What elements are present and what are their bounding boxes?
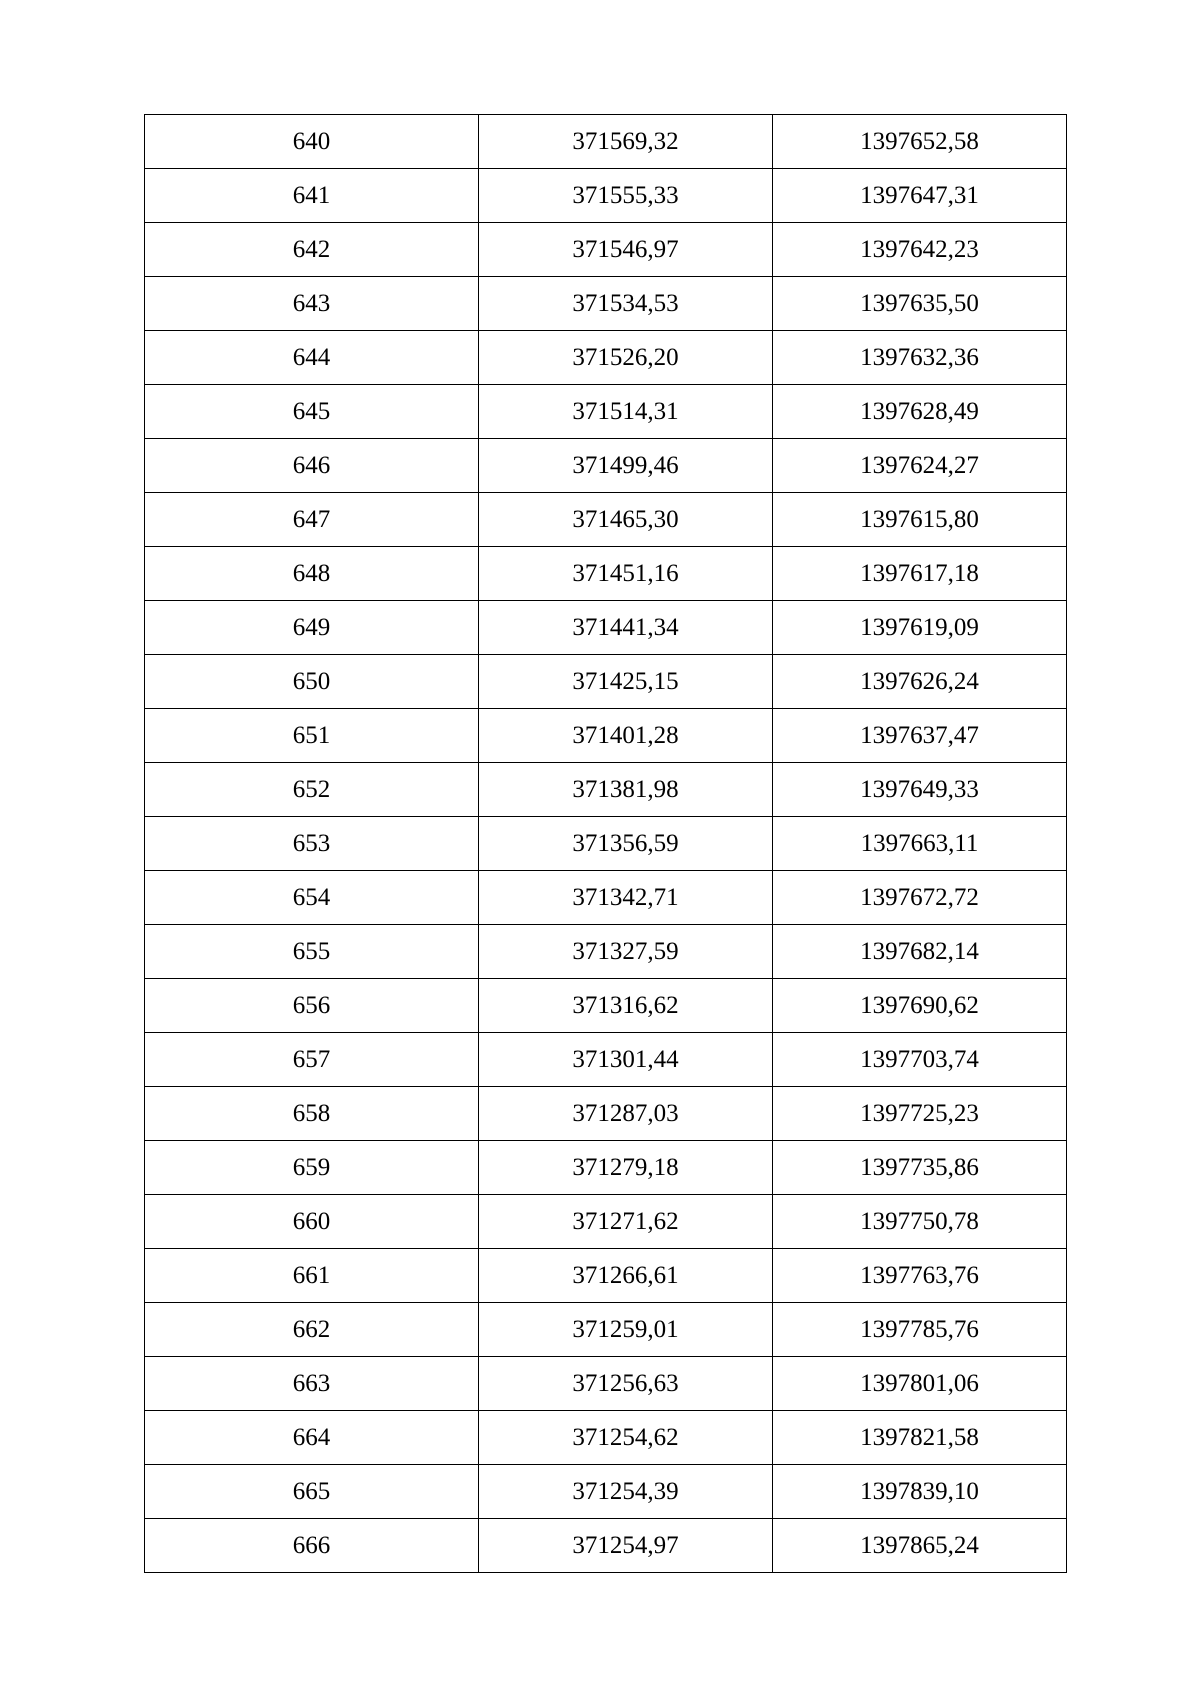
point-number-cell: 659 bbox=[145, 1141, 479, 1195]
y-coordinate-cell: 1397649,33 bbox=[773, 763, 1067, 817]
y-coordinate-cell: 1397624,27 bbox=[773, 439, 1067, 493]
x-coordinate-cell: 371441,34 bbox=[479, 601, 773, 655]
y-coordinate-cell: 1397635,50 bbox=[773, 277, 1067, 331]
y-coordinate-cell: 1397672,72 bbox=[773, 871, 1067, 925]
point-number-cell: 664 bbox=[145, 1411, 479, 1465]
point-number-cell: 650 bbox=[145, 655, 479, 709]
y-coordinate-cell: 1397663,11 bbox=[773, 817, 1067, 871]
table-row bbox=[145, 601, 1067, 655]
x-coordinate-cell: 371555,33 bbox=[479, 169, 773, 223]
x-coordinate-cell: 371514,31 bbox=[479, 385, 773, 439]
y-coordinate-cell: 1397839,10 bbox=[773, 1465, 1067, 1519]
y-coordinate-cell: 1397626,24 bbox=[773, 655, 1067, 709]
point-number-cell: 648 bbox=[145, 547, 479, 601]
table-row bbox=[145, 925, 1067, 979]
x-coordinate-cell: 371254,62 bbox=[479, 1411, 773, 1465]
x-coordinate-cell: 371356,59 bbox=[479, 817, 773, 871]
point-number-cell: 641 bbox=[145, 169, 479, 223]
x-coordinate-cell: 371271,62 bbox=[479, 1195, 773, 1249]
y-coordinate-cell: 1397725,23 bbox=[773, 1087, 1067, 1141]
x-coordinate-cell: 371401,28 bbox=[479, 709, 773, 763]
x-coordinate-cell: 371381,98 bbox=[479, 763, 773, 817]
table-row bbox=[145, 169, 1067, 223]
y-coordinate-cell: 1397703,74 bbox=[773, 1033, 1067, 1087]
y-coordinate-cell: 1397785,76 bbox=[773, 1303, 1067, 1357]
x-coordinate-cell: 371569,32 bbox=[479, 115, 773, 169]
x-coordinate-cell: 371259,01 bbox=[479, 1303, 773, 1357]
table-row bbox=[145, 1195, 1067, 1249]
point-number-cell: 645 bbox=[145, 385, 479, 439]
x-coordinate-cell: 371451,16 bbox=[479, 547, 773, 601]
point-number-cell: 640 bbox=[145, 115, 479, 169]
x-coordinate-cell: 371342,71 bbox=[479, 871, 773, 925]
x-coordinate-cell: 371327,59 bbox=[479, 925, 773, 979]
table-row bbox=[145, 223, 1067, 277]
x-coordinate-cell: 371254,97 bbox=[479, 1519, 773, 1573]
table-row bbox=[145, 763, 1067, 817]
point-number-cell: 656 bbox=[145, 979, 479, 1033]
table-row bbox=[145, 493, 1067, 547]
point-number-cell: 642 bbox=[145, 223, 479, 277]
table-row bbox=[145, 277, 1067, 331]
table-row bbox=[145, 1519, 1067, 1573]
table-row bbox=[145, 655, 1067, 709]
y-coordinate-cell: 1397617,18 bbox=[773, 547, 1067, 601]
point-number-cell: 654 bbox=[145, 871, 479, 925]
point-number-cell: 660 bbox=[145, 1195, 479, 1249]
y-coordinate-cell: 1397735,86 bbox=[773, 1141, 1067, 1195]
y-coordinate-cell: 1397615,80 bbox=[773, 493, 1067, 547]
y-coordinate-cell: 1397628,49 bbox=[773, 385, 1067, 439]
y-coordinate-cell: 1397647,31 bbox=[773, 169, 1067, 223]
table-row bbox=[145, 1411, 1067, 1465]
point-number-cell: 653 bbox=[145, 817, 479, 871]
x-coordinate-cell: 371465,30 bbox=[479, 493, 773, 547]
table-row bbox=[145, 385, 1067, 439]
point-number-cell: 646 bbox=[145, 439, 479, 493]
x-coordinate-cell: 371316,62 bbox=[479, 979, 773, 1033]
table-row bbox=[145, 331, 1067, 385]
y-coordinate-cell: 1397682,14 bbox=[773, 925, 1067, 979]
point-number-cell: 662 bbox=[145, 1303, 479, 1357]
point-number-cell: 665 bbox=[145, 1465, 479, 1519]
x-coordinate-cell: 371425,15 bbox=[479, 655, 773, 709]
table-row bbox=[145, 1303, 1067, 1357]
x-coordinate-cell: 371526,20 bbox=[479, 331, 773, 385]
table-row bbox=[145, 1465, 1067, 1519]
table-row bbox=[145, 1033, 1067, 1087]
y-coordinate-cell: 1397637,47 bbox=[773, 709, 1067, 763]
table-row bbox=[145, 439, 1067, 493]
y-coordinate-cell: 1397865,24 bbox=[773, 1519, 1067, 1573]
point-number-cell: 643 bbox=[145, 277, 479, 331]
x-coordinate-cell: 371266,61 bbox=[479, 1249, 773, 1303]
y-coordinate-cell: 1397763,76 bbox=[773, 1249, 1067, 1303]
x-coordinate-cell: 371256,63 bbox=[479, 1357, 773, 1411]
table-row bbox=[145, 979, 1067, 1033]
x-coordinate-cell: 371301,44 bbox=[479, 1033, 773, 1087]
point-number-cell: 644 bbox=[145, 331, 479, 385]
x-coordinate-cell: 371534,53 bbox=[479, 277, 773, 331]
y-coordinate-cell: 1397632,36 bbox=[773, 331, 1067, 385]
table-row bbox=[145, 1249, 1067, 1303]
table-row bbox=[145, 817, 1067, 871]
y-coordinate-cell: 1397750,78 bbox=[773, 1195, 1067, 1249]
x-coordinate-cell: 371546,97 bbox=[479, 223, 773, 277]
table-row bbox=[145, 1087, 1067, 1141]
x-coordinate-cell: 371287,03 bbox=[479, 1087, 773, 1141]
point-number-cell: 651 bbox=[145, 709, 479, 763]
point-number-cell: 666 bbox=[145, 1519, 479, 1573]
point-number-cell: 655 bbox=[145, 925, 479, 979]
point-number-cell: 652 bbox=[145, 763, 479, 817]
point-number-cell: 649 bbox=[145, 601, 479, 655]
coordinates-table bbox=[144, 114, 1067, 1573]
table-row bbox=[145, 871, 1067, 925]
point-number-cell: 661 bbox=[145, 1249, 479, 1303]
y-coordinate-cell: 1397652,58 bbox=[773, 115, 1067, 169]
y-coordinate-cell: 1397642,23 bbox=[773, 223, 1067, 277]
point-number-cell: 663 bbox=[145, 1357, 479, 1411]
table-row bbox=[145, 1141, 1067, 1195]
point-number-cell: 658 bbox=[145, 1087, 479, 1141]
table-row bbox=[145, 547, 1067, 601]
table-row bbox=[145, 709, 1067, 763]
y-coordinate-cell: 1397801,06 bbox=[773, 1357, 1067, 1411]
y-coordinate-cell: 1397619,09 bbox=[773, 601, 1067, 655]
point-number-cell: 647 bbox=[145, 493, 479, 547]
x-coordinate-cell: 371254,39 bbox=[479, 1465, 773, 1519]
coordinates-table-body bbox=[145, 115, 1067, 1573]
table-row bbox=[145, 115, 1067, 169]
y-coordinate-cell: 1397821,58 bbox=[773, 1411, 1067, 1465]
y-coordinate-cell: 1397690,62 bbox=[773, 979, 1067, 1033]
x-coordinate-cell: 371499,46 bbox=[479, 439, 773, 493]
point-number-cell: 657 bbox=[145, 1033, 479, 1087]
x-coordinate-cell: 371279,18 bbox=[479, 1141, 773, 1195]
table-row bbox=[145, 1357, 1067, 1411]
